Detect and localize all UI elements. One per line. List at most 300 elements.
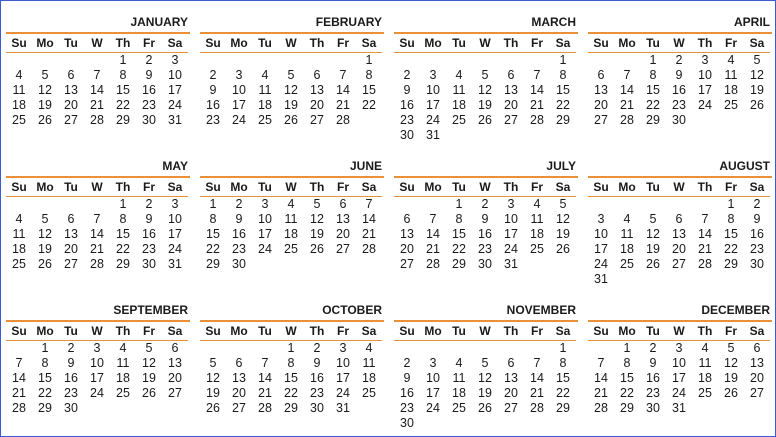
day-cell[interactable]: 13 xyxy=(594,83,608,97)
day-cell[interactable]: 31 xyxy=(594,272,608,286)
day-cell[interactable]: 27 xyxy=(232,401,246,415)
day-cell[interactable]: 2 xyxy=(753,197,761,211)
day-cell[interactable]: 20 xyxy=(594,98,608,112)
day-cell[interactable]: 23 xyxy=(142,242,156,256)
day-cell[interactable]: 11 xyxy=(12,83,26,97)
day-cell[interactable]: 1 xyxy=(649,53,657,67)
day-cell[interactable]: 4 xyxy=(727,53,735,67)
day-cell[interactable]: 21 xyxy=(258,386,272,400)
day-cell[interactable]: 5 xyxy=(649,212,657,226)
day-cell[interactable]: 18 xyxy=(362,371,376,385)
day-cell[interactable]: 29 xyxy=(724,257,738,271)
day-cell[interactable]: 30 xyxy=(478,257,492,271)
day-cell[interactable]: 11 xyxy=(258,83,272,97)
day-cell[interactable]: 12 xyxy=(646,227,660,241)
day-cell[interactable]: 17 xyxy=(258,227,272,241)
day-cell[interactable]: 1 xyxy=(365,53,373,67)
day-cell[interactable]: 27 xyxy=(310,113,324,127)
day-cell[interactable]: 20 xyxy=(310,98,324,112)
day-cell[interactable]: 15 xyxy=(116,83,130,97)
day-cell[interactable]: 2 xyxy=(649,341,657,355)
day-cell[interactable]: 27 xyxy=(64,257,78,271)
day-cell[interactable]: 24 xyxy=(232,113,246,127)
day-cell[interactable]: 6 xyxy=(339,197,347,211)
day-cell[interactable]: 23 xyxy=(672,98,686,112)
day-cell[interactable]: 26 xyxy=(750,98,764,112)
day-cell[interactable]: 4 xyxy=(365,341,373,355)
day-cell[interactable]: 8 xyxy=(119,212,127,226)
day-cell[interactable]: 16 xyxy=(400,98,414,112)
day-cell[interactable]: 13 xyxy=(400,227,414,241)
day-cell[interactable]: 21 xyxy=(90,242,104,256)
day-cell[interactable]: 21 xyxy=(426,242,440,256)
day-cell[interactable]: 17 xyxy=(426,386,440,400)
day-cell[interactable]: 17 xyxy=(698,83,712,97)
day-cell[interactable]: 22 xyxy=(620,386,634,400)
day-cell[interactable]: 12 xyxy=(38,227,52,241)
day-cell[interactable]: 19 xyxy=(750,83,764,97)
day-cell[interactable]: 16 xyxy=(646,371,660,385)
day-cell[interactable]: 16 xyxy=(310,371,324,385)
day-cell[interactable]: 19 xyxy=(38,98,52,112)
day-cell[interactable]: 10 xyxy=(232,83,246,97)
day-cell[interactable]: 21 xyxy=(698,242,712,256)
day-cell[interactable]: 12 xyxy=(750,68,764,82)
day-cell[interactable]: 25 xyxy=(284,242,298,256)
day-cell[interactable]: 13 xyxy=(750,356,764,370)
day-cell[interactable]: 14 xyxy=(426,227,440,241)
day-cell[interactable]: 2 xyxy=(235,197,243,211)
day-cell[interactable]: 29 xyxy=(284,401,298,415)
day-cell[interactable]: 8 xyxy=(727,212,735,226)
day-cell[interactable]: 12 xyxy=(478,83,492,97)
day-cell[interactable]: 22 xyxy=(284,386,298,400)
day-cell[interactable]: 7 xyxy=(533,68,541,82)
day-cell[interactable]: 6 xyxy=(597,68,605,82)
day-cell[interactable]: 9 xyxy=(235,212,243,226)
day-cell[interactable]: 20 xyxy=(168,371,182,385)
day-cell[interactable]: 15 xyxy=(38,371,52,385)
day-cell[interactable]: 1 xyxy=(119,53,127,67)
day-cell[interactable]: 23 xyxy=(310,386,324,400)
day-cell[interactable]: 31 xyxy=(426,128,440,142)
day-cell[interactable]: 13 xyxy=(64,227,78,241)
day-cell[interactable]: 9 xyxy=(649,356,657,370)
day-cell[interactable]: 27 xyxy=(336,242,350,256)
day-cell[interactable]: 31 xyxy=(672,401,686,415)
day-cell[interactable]: 10 xyxy=(90,356,104,370)
day-cell[interactable]: 21 xyxy=(530,386,544,400)
day-cell[interactable]: 30 xyxy=(142,257,156,271)
day-cell[interactable]: 25 xyxy=(12,257,26,271)
day-cell[interactable]: 17 xyxy=(426,98,440,112)
day-cell[interactable]: 20 xyxy=(336,227,350,241)
day-cell[interactable]: 5 xyxy=(727,341,735,355)
day-cell[interactable]: 23 xyxy=(142,98,156,112)
day-cell[interactable]: 3 xyxy=(701,53,709,67)
day-cell[interactable]: 22 xyxy=(724,242,738,256)
day-cell[interactable]: 8 xyxy=(119,68,127,82)
day-cell[interactable]: 18 xyxy=(12,98,26,112)
day-cell[interactable]: 16 xyxy=(478,227,492,241)
day-cell[interactable]: 27 xyxy=(750,386,764,400)
day-cell[interactable]: 14 xyxy=(12,371,26,385)
day-cell[interactable]: 25 xyxy=(530,242,544,256)
day-cell[interactable]: 6 xyxy=(67,68,75,82)
day-cell[interactable]: 8 xyxy=(559,356,567,370)
day-cell[interactable]: 12 xyxy=(38,83,52,97)
day-cell[interactable]: 3 xyxy=(93,341,101,355)
day-cell[interactable]: 5 xyxy=(41,212,49,226)
day-cell[interactable]: 4 xyxy=(533,197,541,211)
day-cell[interactable]: 25 xyxy=(362,386,376,400)
day-cell[interactable]: 2 xyxy=(145,53,153,67)
day-cell[interactable]: 21 xyxy=(530,98,544,112)
day-cell[interactable]: 27 xyxy=(504,113,518,127)
day-cell[interactable]: 20 xyxy=(750,371,764,385)
day-cell[interactable]: 8 xyxy=(559,68,567,82)
day-cell[interactable]: 13 xyxy=(672,227,686,241)
day-cell[interactable]: 25 xyxy=(452,401,466,415)
day-cell[interactable]: 29 xyxy=(116,257,130,271)
day-cell[interactable]: 12 xyxy=(142,356,156,370)
day-cell[interactable]: 21 xyxy=(594,386,608,400)
day-cell[interactable]: 16 xyxy=(672,83,686,97)
day-cell[interactable]: 7 xyxy=(93,212,101,226)
day-cell[interactable]: 28 xyxy=(362,242,376,256)
day-cell[interactable]: 29 xyxy=(38,401,52,415)
day-cell[interactable]: 16 xyxy=(206,98,220,112)
day-cell[interactable]: 4 xyxy=(455,68,463,82)
day-cell[interactable]: 1 xyxy=(559,53,567,67)
day-cell[interactable]: 28 xyxy=(530,401,544,415)
day-cell[interactable]: 22 xyxy=(116,98,130,112)
day-cell[interactable]: 9 xyxy=(403,371,411,385)
day-cell[interactable]: 6 xyxy=(507,356,515,370)
day-cell[interactable]: 1 xyxy=(287,341,295,355)
day-cell[interactable]: 15 xyxy=(284,371,298,385)
day-cell[interactable]: 4 xyxy=(119,341,127,355)
day-cell[interactable]: 2 xyxy=(67,341,75,355)
day-cell[interactable]: 9 xyxy=(675,68,683,82)
day-cell[interactable]: 18 xyxy=(530,227,544,241)
day-cell[interactable]: 26 xyxy=(38,113,52,127)
day-cell[interactable]: 23 xyxy=(400,401,414,415)
day-cell[interactable]: 20 xyxy=(672,242,686,256)
day-cell[interactable]: 12 xyxy=(478,371,492,385)
day-cell[interactable]: 15 xyxy=(724,227,738,241)
day-cell[interactable]: 14 xyxy=(594,371,608,385)
day-cell[interactable]: 19 xyxy=(142,371,156,385)
day-cell[interactable]: 11 xyxy=(116,356,130,370)
day-cell[interactable]: 7 xyxy=(365,197,373,211)
day-cell[interactable]: 17 xyxy=(232,98,246,112)
day-cell[interactable]: 3 xyxy=(429,356,437,370)
day-cell[interactable]: 16 xyxy=(750,227,764,241)
day-cell[interactable]: 18 xyxy=(116,371,130,385)
day-cell[interactable]: 26 xyxy=(206,401,220,415)
day-cell[interactable]: 17 xyxy=(672,371,686,385)
day-cell[interactable]: 10 xyxy=(504,212,518,226)
day-cell[interactable]: 24 xyxy=(594,257,608,271)
day-cell[interactable]: 16 xyxy=(232,227,246,241)
day-cell[interactable]: 10 xyxy=(336,356,350,370)
day-cell[interactable]: 6 xyxy=(507,68,515,82)
day-cell[interactable]: 11 xyxy=(362,356,376,370)
day-cell[interactable]: 23 xyxy=(646,386,660,400)
day-cell[interactable]: 28 xyxy=(426,257,440,271)
day-cell[interactable]: 31 xyxy=(168,257,182,271)
day-cell[interactable]: 9 xyxy=(753,212,761,226)
day-cell[interactable]: 23 xyxy=(206,113,220,127)
day-cell[interactable]: 13 xyxy=(168,356,182,370)
day-cell[interactable]: 10 xyxy=(426,371,440,385)
day-cell[interactable]: 9 xyxy=(313,356,321,370)
day-cell[interactable]: 2 xyxy=(403,356,411,370)
day-cell[interactable]: 19 xyxy=(556,227,570,241)
day-cell[interactable]: 1 xyxy=(41,341,49,355)
day-cell[interactable]: 29 xyxy=(206,257,220,271)
day-cell[interactable]: 12 xyxy=(206,371,220,385)
day-cell[interactable]: 9 xyxy=(67,356,75,370)
day-cell[interactable]: 25 xyxy=(258,113,272,127)
day-cell[interactable]: 1 xyxy=(623,341,631,355)
day-cell[interactable]: 28 xyxy=(258,401,272,415)
day-cell[interactable]: 29 xyxy=(556,113,570,127)
day-cell[interactable]: 19 xyxy=(646,242,660,256)
day-cell[interactable]: 8 xyxy=(41,356,49,370)
day-cell[interactable]: 19 xyxy=(310,227,324,241)
day-cell[interactable]: 13 xyxy=(310,83,324,97)
day-cell[interactable]: 5 xyxy=(481,356,489,370)
day-cell[interactable]: 17 xyxy=(336,371,350,385)
day-cell[interactable]: 6 xyxy=(753,341,761,355)
day-cell[interactable]: 27 xyxy=(504,401,518,415)
day-cell[interactable]: 4 xyxy=(701,341,709,355)
day-cell[interactable]: 2 xyxy=(675,53,683,67)
day-cell[interactable]: 23 xyxy=(232,242,246,256)
day-cell[interactable]: 15 xyxy=(452,227,466,241)
day-cell[interactable]: 30 xyxy=(400,128,414,142)
day-cell[interactable]: 15 xyxy=(206,227,220,241)
day-cell[interactable]: 8 xyxy=(209,212,217,226)
day-cell[interactable]: 26 xyxy=(646,257,660,271)
day-cell[interactable]: 14 xyxy=(530,83,544,97)
day-cell[interactable]: 10 xyxy=(698,68,712,82)
day-cell[interactable]: 24 xyxy=(168,98,182,112)
day-cell[interactable]: 19 xyxy=(284,98,298,112)
day-cell[interactable]: 14 xyxy=(90,227,104,241)
day-cell[interactable]: 12 xyxy=(284,83,298,97)
day-cell[interactable]: 26 xyxy=(310,242,324,256)
day-cell[interactable]: 14 xyxy=(336,83,350,97)
day-cell[interactable]: 30 xyxy=(672,113,686,127)
day-cell[interactable]: 26 xyxy=(284,113,298,127)
day-cell[interactable]: 5 xyxy=(753,53,761,67)
day-cell[interactable]: 13 xyxy=(504,83,518,97)
day-cell[interactable]: 5 xyxy=(481,68,489,82)
day-cell[interactable]: 15 xyxy=(116,227,130,241)
day-cell[interactable]: 4 xyxy=(287,197,295,211)
day-cell[interactable]: 25 xyxy=(698,386,712,400)
day-cell[interactable]: 28 xyxy=(698,257,712,271)
day-cell[interactable]: 3 xyxy=(235,68,243,82)
day-cell[interactable]: 5 xyxy=(559,197,567,211)
day-cell[interactable]: 10 xyxy=(168,212,182,226)
day-cell[interactable]: 28 xyxy=(90,257,104,271)
day-cell[interactable]: 1 xyxy=(727,197,735,211)
day-cell[interactable]: 29 xyxy=(646,113,660,127)
day-cell[interactable]: 25 xyxy=(620,257,634,271)
day-cell[interactable]: 16 xyxy=(142,83,156,97)
day-cell[interactable]: 6 xyxy=(171,341,179,355)
day-cell[interactable]: 27 xyxy=(168,386,182,400)
day-cell[interactable]: 19 xyxy=(478,386,492,400)
day-cell[interactable]: 9 xyxy=(481,212,489,226)
day-cell[interactable]: 19 xyxy=(478,98,492,112)
day-cell[interactable]: 30 xyxy=(750,257,764,271)
day-cell[interactable]: 10 xyxy=(258,212,272,226)
day-cell[interactable]: 7 xyxy=(93,68,101,82)
day-cell[interactable]: 24 xyxy=(426,401,440,415)
day-cell[interactable]: 21 xyxy=(336,98,350,112)
day-cell[interactable]: 18 xyxy=(258,98,272,112)
day-cell[interactable]: 5 xyxy=(313,197,321,211)
day-cell[interactable]: 3 xyxy=(507,197,515,211)
day-cell[interactable]: 20 xyxy=(400,242,414,256)
day-cell[interactable]: 27 xyxy=(64,113,78,127)
day-cell[interactable]: 21 xyxy=(620,98,634,112)
day-cell[interactable]: 14 xyxy=(620,83,634,97)
day-cell[interactable]: 7 xyxy=(597,356,605,370)
day-cell[interactable]: 29 xyxy=(556,401,570,415)
day-cell[interactable]: 11 xyxy=(452,371,466,385)
day-cell[interactable]: 29 xyxy=(116,113,130,127)
day-cell[interactable]: 1 xyxy=(119,197,127,211)
day-cell[interactable]: 11 xyxy=(724,68,738,82)
day-cell[interactable]: 31 xyxy=(504,257,518,271)
day-cell[interactable]: 26 xyxy=(478,401,492,415)
day-cell[interactable]: 7 xyxy=(701,212,709,226)
day-cell[interactable]: 2 xyxy=(209,68,217,82)
day-cell[interactable]: 1 xyxy=(455,197,463,211)
day-cell[interactable]: 20 xyxy=(64,242,78,256)
day-cell[interactable]: 7 xyxy=(339,68,347,82)
day-cell[interactable]: 3 xyxy=(597,212,605,226)
day-cell[interactable]: 24 xyxy=(504,242,518,256)
day-cell[interactable]: 22 xyxy=(38,386,52,400)
day-cell[interactable]: 1 xyxy=(559,341,567,355)
day-cell[interactable]: 26 xyxy=(478,113,492,127)
day-cell[interactable]: 30 xyxy=(400,416,414,430)
day-cell[interactable]: 7 xyxy=(261,356,269,370)
day-cell[interactable]: 30 xyxy=(646,401,660,415)
day-cell[interactable]: 26 xyxy=(142,386,156,400)
day-cell[interactable]: 20 xyxy=(64,98,78,112)
day-cell[interactable]: 22 xyxy=(646,98,660,112)
day-cell[interactable]: 3 xyxy=(339,341,347,355)
day-cell[interactable]: 17 xyxy=(504,227,518,241)
day-cell[interactable]: 7 xyxy=(623,68,631,82)
day-cell[interactable]: 14 xyxy=(362,212,376,226)
day-cell[interactable]: 15 xyxy=(362,83,376,97)
day-cell[interactable]: 31 xyxy=(336,401,350,415)
day-cell[interactable]: 16 xyxy=(142,227,156,241)
day-cell[interactable]: 22 xyxy=(206,242,220,256)
day-cell[interactable]: 9 xyxy=(145,212,153,226)
day-cell[interactable]: 4 xyxy=(455,356,463,370)
day-cell[interactable]: 15 xyxy=(556,371,570,385)
day-cell[interactable]: 14 xyxy=(90,83,104,97)
day-cell[interactable]: 24 xyxy=(698,98,712,112)
day-cell[interactable]: 28 xyxy=(620,113,634,127)
day-cell[interactable]: 2 xyxy=(403,68,411,82)
day-cell[interactable]: 29 xyxy=(452,257,466,271)
day-cell[interactable]: 25 xyxy=(724,98,738,112)
day-cell[interactable]: 2 xyxy=(313,341,321,355)
day-cell[interactable]: 22 xyxy=(556,98,570,112)
day-cell[interactable]: 13 xyxy=(232,371,246,385)
day-cell[interactable]: 20 xyxy=(232,386,246,400)
day-cell[interactable]: 17 xyxy=(594,242,608,256)
day-cell[interactable]: 16 xyxy=(400,386,414,400)
day-cell[interactable]: 18 xyxy=(452,386,466,400)
day-cell[interactable]: 28 xyxy=(594,401,608,415)
day-cell[interactable]: 21 xyxy=(12,386,26,400)
day-cell[interactable]: 21 xyxy=(90,98,104,112)
day-cell[interactable]: 9 xyxy=(209,83,217,97)
day-cell[interactable]: 5 xyxy=(41,68,49,82)
day-cell[interactable]: 8 xyxy=(455,212,463,226)
day-cell[interactable]: 25 xyxy=(116,386,130,400)
day-cell[interactable]: 3 xyxy=(261,197,269,211)
day-cell[interactable]: 31 xyxy=(168,113,182,127)
day-cell[interactable]: 30 xyxy=(142,113,156,127)
day-cell[interactable]: 24 xyxy=(90,386,104,400)
day-cell[interactable]: 12 xyxy=(724,356,738,370)
day-cell[interactable]: 8 xyxy=(623,356,631,370)
day-cell[interactable]: 18 xyxy=(724,83,738,97)
day-cell[interactable]: 19 xyxy=(206,386,220,400)
day-cell[interactable]: 13 xyxy=(336,212,350,226)
day-cell[interactable]: 17 xyxy=(90,371,104,385)
day-cell[interactable]: 7 xyxy=(533,356,541,370)
day-cell[interactable]: 28 xyxy=(12,401,26,415)
day-cell[interactable]: 28 xyxy=(530,113,544,127)
day-cell[interactable]: 18 xyxy=(620,242,634,256)
day-cell[interactable]: 30 xyxy=(232,257,246,271)
day-cell[interactable]: 11 xyxy=(12,227,26,241)
day-cell[interactable]: 9 xyxy=(403,83,411,97)
day-cell[interactable]: 2 xyxy=(481,197,489,211)
day-cell[interactable]: 18 xyxy=(12,242,26,256)
day-cell[interactable]: 29 xyxy=(620,401,634,415)
day-cell[interactable]: 15 xyxy=(556,83,570,97)
day-cell[interactable]: 28 xyxy=(90,113,104,127)
day-cell[interactable]: 18 xyxy=(284,227,298,241)
day-cell[interactable]: 6 xyxy=(403,212,411,226)
day-cell[interactable]: 10 xyxy=(426,83,440,97)
day-cell[interactable]: 3 xyxy=(675,341,683,355)
day-cell[interactable]: 4 xyxy=(623,212,631,226)
day-cell[interactable]: 18 xyxy=(452,98,466,112)
day-cell[interactable]: 26 xyxy=(724,386,738,400)
day-cell[interactable]: 26 xyxy=(556,242,570,256)
day-cell[interactable]: 19 xyxy=(724,371,738,385)
day-cell[interactable]: 18 xyxy=(698,371,712,385)
day-cell[interactable]: 23 xyxy=(478,242,492,256)
day-cell[interactable]: 6 xyxy=(675,212,683,226)
